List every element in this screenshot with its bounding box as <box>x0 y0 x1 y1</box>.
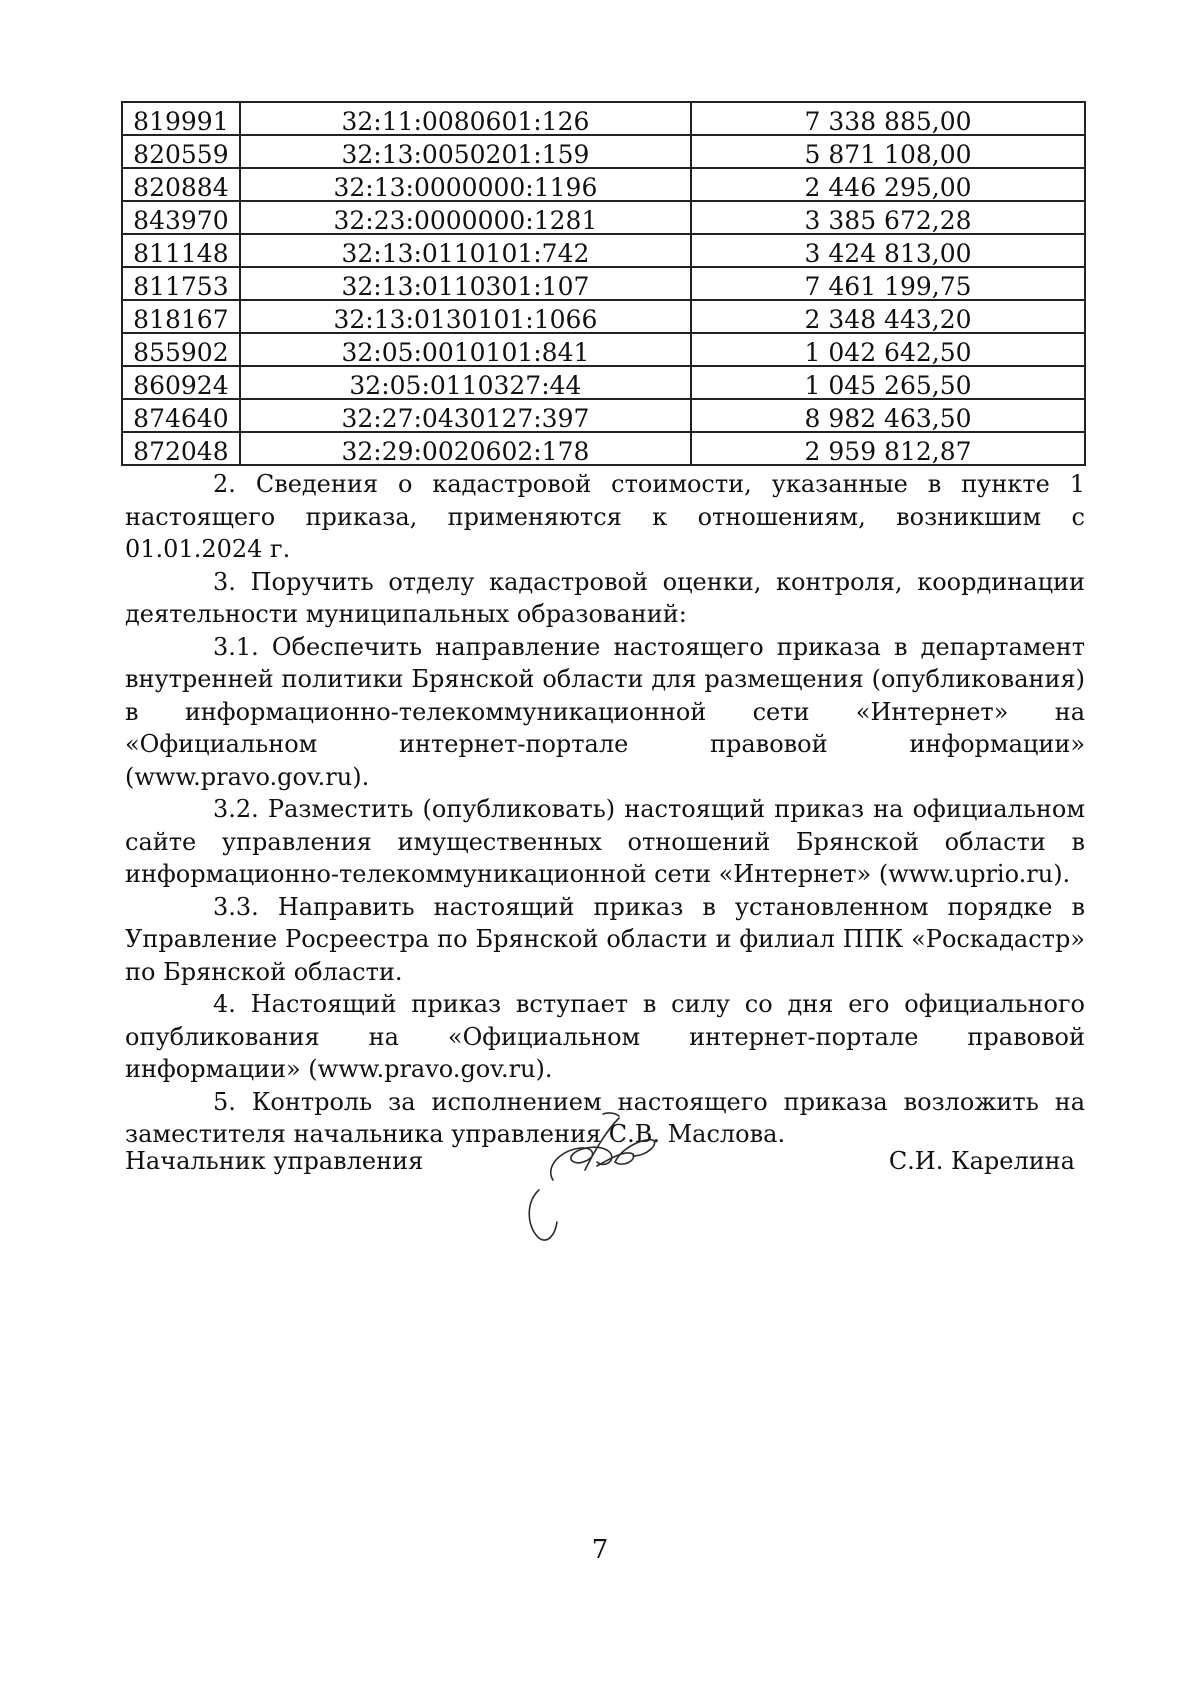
handwritten-signature <box>515 1110 705 1245</box>
cadastral-number-cell: 32:13:0050201:159 <box>240 135 691 168</box>
object-number-cell: 811753 <box>122 267 240 300</box>
signatory-name: С.И. Карелина <box>888 1147 1075 1175</box>
object-number-cell: 820559 <box>122 135 240 168</box>
cadastral-number-cell: 32:05:0110327:44 <box>240 366 691 399</box>
cadastral-value-table <box>121 101 1086 466</box>
object-number-cell: 818167 <box>122 300 240 333</box>
cadastral-value-cell: 8 982 463,50 <box>691 399 1085 432</box>
cadastral-number-cell: 32:13:0110301:107 <box>240 267 691 300</box>
table-row <box>122 234 1085 267</box>
paragraph-3-3: 3.3. Направить настоящий приказ в установленном порядке в Управление Росреестра по Брянской области и филиал ППК «Роскадастр» по Брянской области. <box>125 892 1085 986</box>
object-number-cell: 855902 <box>122 333 240 366</box>
cadastral-value-cell: 7 461 199,75 <box>691 267 1085 300</box>
cadastral-number-cell: 32:13:0130101:1066 <box>240 300 691 333</box>
object-number-cell: 874640 <box>122 399 240 432</box>
page-number: 7 <box>591 1535 609 1565</box>
object-number-cell: 819991 <box>122 102 240 135</box>
paragraph-3: 3. Поручить отделу кадастровой оценки, контроля, координации деятельности муниципальных образований: <box>125 567 1085 628</box>
table-row <box>122 102 1085 135</box>
table-row <box>122 432 1085 465</box>
object-number-cell: 843970 <box>122 201 240 234</box>
cadastral-value-cell: 2 446 295,00 <box>691 168 1085 201</box>
paragraph-5: 5. Контроль за исполнением настоящего приказа возложить на заместителя начальника управления С.В. Маслова. <box>125 1087 1085 1148</box>
cadastral-value-cell: 5 871 108,00 <box>691 135 1085 168</box>
cadastral-number-cell: 32:11:0080601:126 <box>240 102 691 135</box>
table-row <box>122 366 1085 399</box>
cadastral-value-cell: 1 042 642,50 <box>691 333 1085 366</box>
cadastral-value-cell: 2 348 443,20 <box>691 300 1085 333</box>
table-row <box>122 201 1085 234</box>
cadastral-number-cell: 32:27:0430127:397 <box>240 399 691 432</box>
table-row <box>122 267 1085 300</box>
table-row <box>122 300 1085 333</box>
cadastral-value-cell: 2 959 812,87 <box>691 432 1085 465</box>
table-body <box>122 102 1085 465</box>
cadastral-number-cell: 32:05:0010101:841 <box>240 333 691 366</box>
table-row <box>122 399 1085 432</box>
cadastral-value-cell: 3 385 672,28 <box>691 201 1085 234</box>
paragraph-4: 4. Настоящий приказ вступает в силу со дня его официального опубликования на «Официальном интернет-портале правовой информации» (www.pravo.gov.ru). <box>125 990 1085 1083</box>
table-row <box>122 168 1085 201</box>
table-row <box>122 135 1085 168</box>
object-number-cell: 860924 <box>122 366 240 399</box>
paragraph-3-2: 3.2. Разместить (опубликовать) настоящий приказ на официальном сайте управления имущественных отношений Брянской области в информационно-телекоммуникационной сети «Интернет» (www.uprio.ru). <box>125 795 1085 888</box>
object-number-cell: 872048 <box>122 432 240 465</box>
signatory-title: Начальник управления <box>125 1147 424 1175</box>
cadastral-value-cell: 1 045 265,50 <box>691 366 1085 399</box>
cadastral-value-cell: 7 338 885,00 <box>691 102 1085 135</box>
paragraph-3-1: 3.1. Обеспечить направление настоящего приказа в департамент внутренней политики Брянской области для размещения (опубликования) в информационно-телекоммуникационной сети «Интернет» на «Официальном интернет-портале правовой информации» (www.pravo.gov.ru). <box>125 632 1085 791</box>
table-row <box>122 333 1085 366</box>
object-number-cell: 811148 <box>122 234 240 267</box>
cadastral-number-cell: 32:29:0020602:178 <box>240 432 691 465</box>
order-body-text <box>125 468 1085 1151</box>
cadastral-number-cell: 32:13:0000000:1196 <box>240 168 691 201</box>
object-number-cell: 820884 <box>122 168 240 201</box>
paragraph-2: 2. Сведения о кадастровой стоимости, указанные в пункте 1 настоящего приказа, применяются к отношениям, возникшим с 01.01.2024 г. <box>125 470 1085 563</box>
cadastral-number-cell: 32:23:0000000:1281 <box>240 201 691 234</box>
cadastral-number-cell: 32:13:0110101:742 <box>240 234 691 267</box>
cadastral-value-cell: 3 424 813,00 <box>691 234 1085 267</box>
